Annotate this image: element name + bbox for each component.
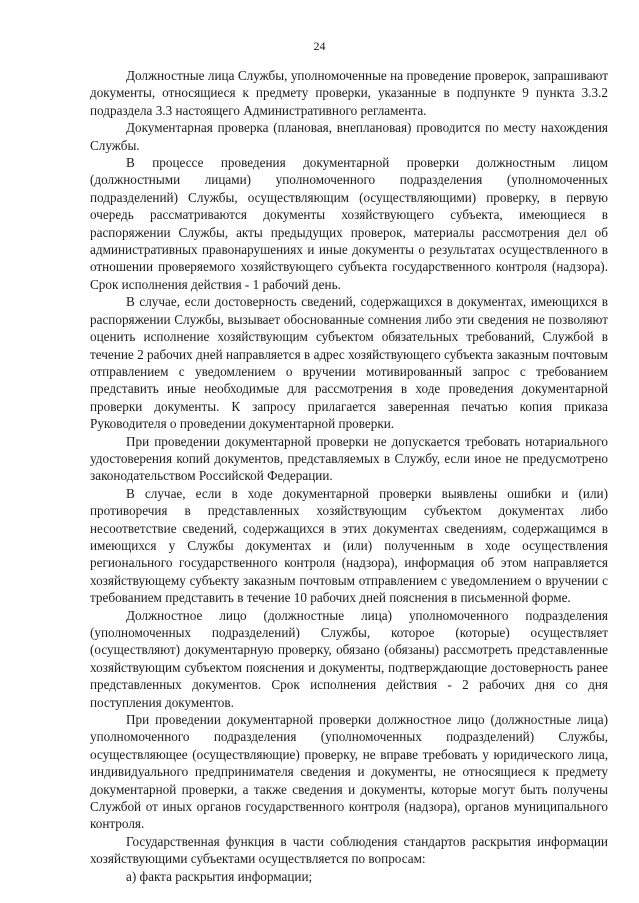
list-item-a: а) факта раскрытия информации;: [126, 868, 313, 884]
paragraph-errors-found: В случае, если в ходе документарной проверки выявлены ошибки и (или) противоречия в представленных хозяйствующим субъектом документах либо несоответствие сведений, содержащихся в этих документах сведениям, содержащимся в имеющихся у Службы документах и (или) полученным в ходе осуществления регионального государственного контроля (надзора), информация об этом направляется хозяйствующему субъекту заказным почтовым отправлением с уведомлением о вручении с требованием представить в течение 10 рабочих дней пояснения в письменной форме.: [90, 485, 608, 606]
paragraph-disclosure-standards: Государственная функция в части соблюдения стандартов раскрытия информации хозяйствующими субъектами осуществляется по вопросам:: [90, 833, 608, 867]
paragraph-inspection-location: Документарная проверка (плановая, внеплановая) проводится по месту нахождения Службы.: [90, 120, 608, 153]
document-body: [90, 67, 608, 885]
paragraph-request-documents: Должностные лица Службы, уполномоченные на проведение проверок, запрашивают документы, относящиеся к предмету проверки, указанные в подпункте 9 пункта 3.3.2 подраздела 3.3 настоящего Административного регламента.: [90, 68, 608, 118]
paragraph-reliability-doubt: В случае, если достоверность сведений, содержащихся в документах, имеющихся в распоряжении Службы, вызывает обоснованные сомнения либо эти сведения не позволяют оценить исполнение хозяйствующим субъектом обязательных требований, Службой в течение 2 рабочих дней направляется в адрес хозяйствующего субъекта заказным почтовым отправлением с уведомлением о вручении мотивированный запрос с требованием представить иные необходимые для рассмотрения в ходе проведения документарной проверки документы. К запросу прилагается заверенная печатью копия приказа Руководителя о проведении документарной проверки.: [90, 294, 608, 432]
paragraph-notarization: При проведении документарной проверки не допускается требовать нотариального удостоверения копий документов, представляемых в Службу, если иное не предусмотрено законодательством Российской Федерации.: [90, 433, 608, 484]
paragraph-official-review: Должностное лицо (должностные лица) уполномоченного подразделения (уполномоченных подразделений) Службы, которое (которые) осуществляет (осуществляют) документарную проверку, обязано (обязаны) рассмотреть представленные хозяйствующим субъектом пояснения и документы, подтверждающие достоверность ранее представленных документов. Срок исполнения действия - 2 рабочих дня со дня поступления документов.: [90, 607, 608, 710]
paragraph-review-process: В процессе проведения документарной проверки должностным лицом (должностными лицами) уполномоченного подразделения (уполномоченных подразделений) Службы, осуществляющим (осуществляющими) проверку, в первую очередь рассматриваются документы хозяйствующего субъекта, имеющиеся в распоряжении Службы, акты предыдущих проверок, материалы рассмотрения дел об административных правонарушениях и иные документы о результатах осуществленного в отношении проверяемого хозяйствующего субъекта государственного контроля (надзора). Срок исполнения действия - 1 рабочий день.: [90, 155, 608, 292]
page-number: 24: [313, 39, 326, 53]
paragraph-prohibited-requests: При проведении документарной проверки должностное лицо (должностные лица) уполномоченного подразделения (уполномоченных подразделений) Службы, осуществляющее (осуществляющие) проверку, не вправе требовать у юридического лица, индивидуального предпринимателя сведения и документы, не относящиеся к предмету документарной проверки, а также сведения и документы, которые могут быть получены Службой от иных органов государственного контроля (надзора), органов муниципального контроля.: [90, 712, 608, 832]
